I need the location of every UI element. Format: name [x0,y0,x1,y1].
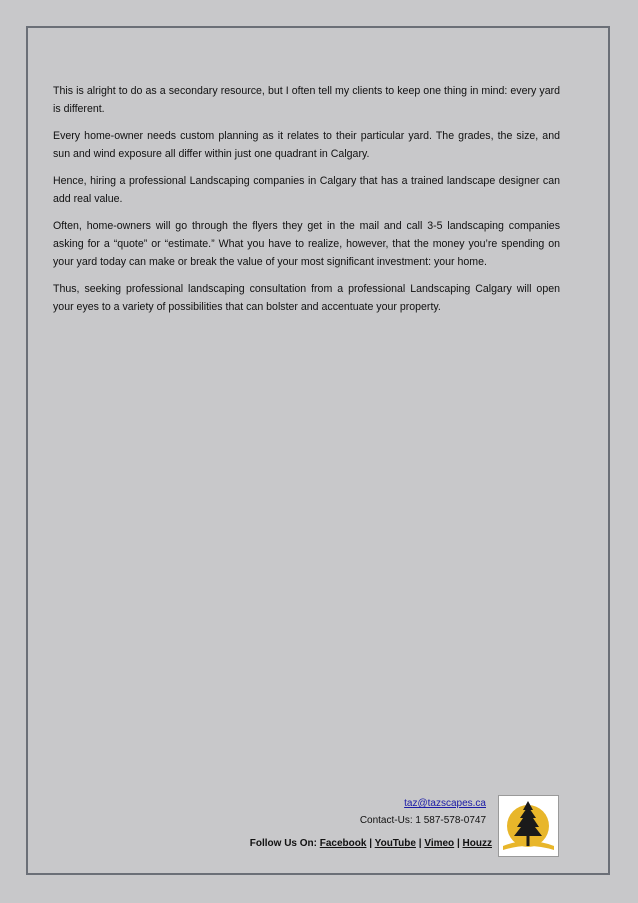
follow-us-line [250,838,492,849]
separator: | [369,838,373,849]
facebook-link[interactable]: Facebook [319,838,367,849]
document-body [53,82,560,325]
separator: | [456,838,460,849]
vimeo-link[interactable]: Vimeo [424,838,455,849]
paragraph-4: Often, home-owners will go through the flyers they get in the mail and call 3-5 landscaping companies asking for a “quote” or “estimate.” What you have to realize, however, that the money you’re spending on your yard today can make or break the value of your most significant investment: your home. [53,220,560,268]
contact-phone: Contact-Us: 1 587-578-0747 [359,815,486,826]
email-link[interactable]: taz@tazscapes.ca [404,798,486,809]
company-logo [498,795,559,857]
paragraph-5: Thus, seeking professional landscaping consultation from a professional Landscaping Calgary will open your eyes to a variety of possibilities that can bolster and accentuate your property. [53,283,560,313]
paragraph-2: Every home-owner needs custom planning as it relates to their particular yard. The grades, the size, and sun and wind exposure all differ within just one quadrant in Calgary. [53,130,560,160]
houzz-link[interactable]: Houzz [462,838,492,849]
paragraph-1: This is alright to do as a secondary resource, but I often tell my clients to keep one thing in mind: every yard is different. [53,85,560,115]
separator: | [418,838,422,849]
footer-contact [360,795,486,829]
pine-tree-sunrise-logo-icon [499,796,558,856]
youtube-link[interactable]: YouTube [374,838,416,849]
paragraph-3: Hence, hiring a professional Landscaping companies in Calgary that has a trained landscape designer can add real value. [53,175,560,205]
follow-label: Follow Us On: [249,838,317,849]
